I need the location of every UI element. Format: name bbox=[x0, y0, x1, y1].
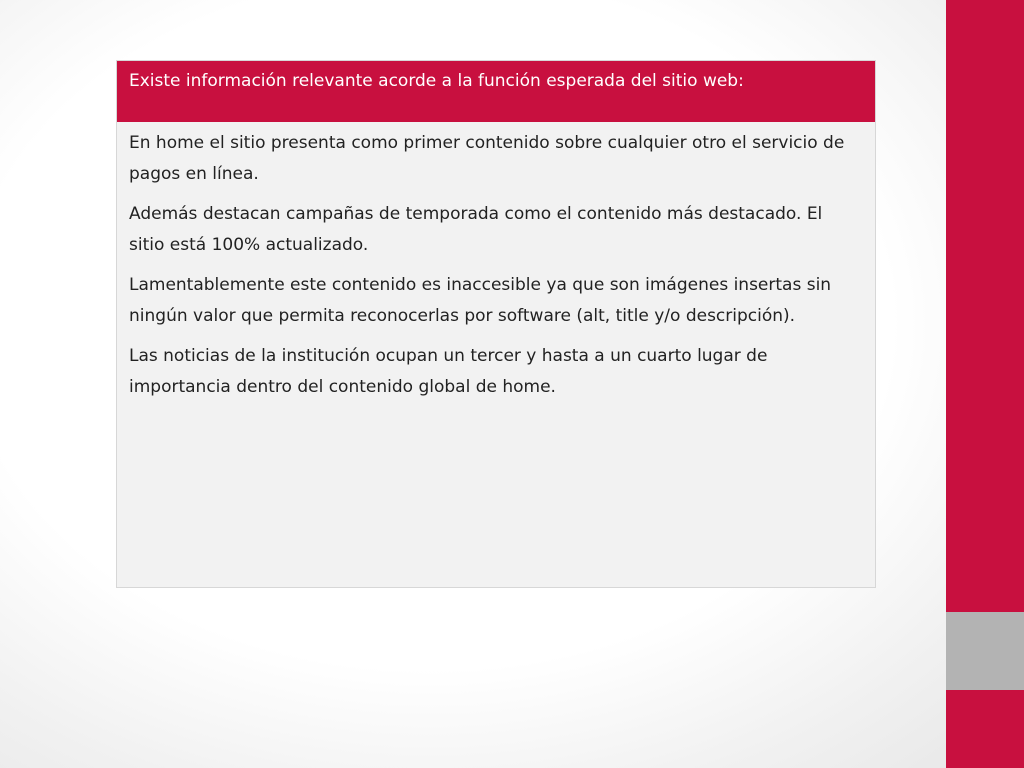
slide-body bbox=[117, 122, 875, 587]
paragraph-4: Las noticias de la institución ocupan un tercer y hasta a un cuarto lugar de importancia dentro del contenido global de home. bbox=[129, 346, 768, 397]
slide-content-box bbox=[117, 61, 875, 587]
slide-header: Existe información relevante acorde a la función esperada del sitio web: bbox=[117, 61, 875, 122]
side-band-middle bbox=[946, 612, 1024, 690]
side-band-top bbox=[946, 0, 1024, 612]
paragraph-2: Además destacan campañas de temporada como el contenido más destacado. El sitio está 100% actualizado. bbox=[129, 204, 823, 255]
side-band-bottom bbox=[946, 690, 1024, 768]
paragraph-3: Lamentablemente este contenido es inaccesible ya que son imágenes insertas sin ningún valor que permita reconocerlas por software (alt, title y/o descripción). bbox=[129, 275, 832, 326]
paragraph-1: En home el sitio presenta como primer contenido sobre cualquier otro el servicio de pagos en línea. bbox=[129, 133, 845, 184]
side-accent-band bbox=[946, 0, 1024, 768]
